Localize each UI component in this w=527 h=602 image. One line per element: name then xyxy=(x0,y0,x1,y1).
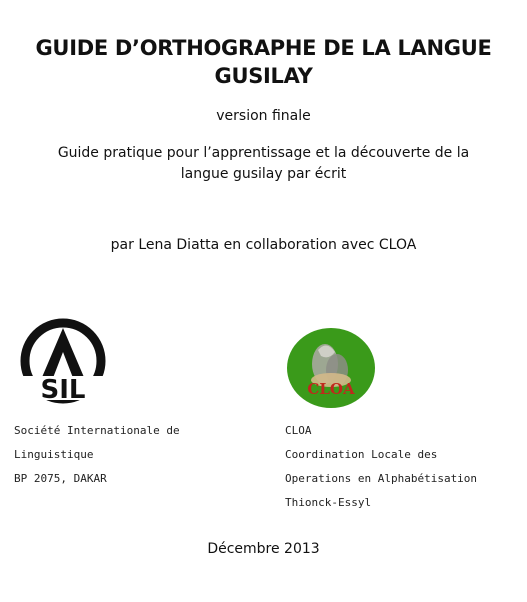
cloa-address-line: Operations en Alphabétisation xyxy=(285,472,478,485)
publication-date: Décembre 2013 xyxy=(207,541,320,557)
sil-address-line: Société Internationale de xyxy=(14,424,180,437)
title-line-1: GUIDE D’ORTHOGRAPHE DE LA LANGUE xyxy=(35,36,492,60)
sil-logo-text: SIL xyxy=(40,375,86,404)
cloa-address xyxy=(285,419,477,515)
cloa-logo-text: CLOA xyxy=(307,380,355,398)
subtitle-line-1: Guide pratique pour l’apprentissage et la découverte de la xyxy=(57,145,470,161)
title-line-2: GUSILAY xyxy=(214,64,313,88)
sil-logo xyxy=(14,318,112,404)
sil-address xyxy=(14,419,180,491)
cloa-address-line: Coordination Locale des xyxy=(285,448,438,461)
cloa-address-line: Thionck-Essyl xyxy=(285,496,372,509)
sil-address-line: BP 2075, DAKAR xyxy=(14,472,107,485)
author-line: par Lena Diatta en collaboration avec CLOA xyxy=(110,237,417,253)
subtitle xyxy=(30,143,497,185)
cloa-address-line: CLOA xyxy=(285,424,312,437)
document-title xyxy=(0,34,527,90)
sil-address-line: Linguistique xyxy=(14,448,94,461)
cloa-logo xyxy=(285,326,377,410)
subtitle-line-2: langue gusilay par écrit xyxy=(180,166,347,182)
version-label: version finale xyxy=(216,108,311,124)
